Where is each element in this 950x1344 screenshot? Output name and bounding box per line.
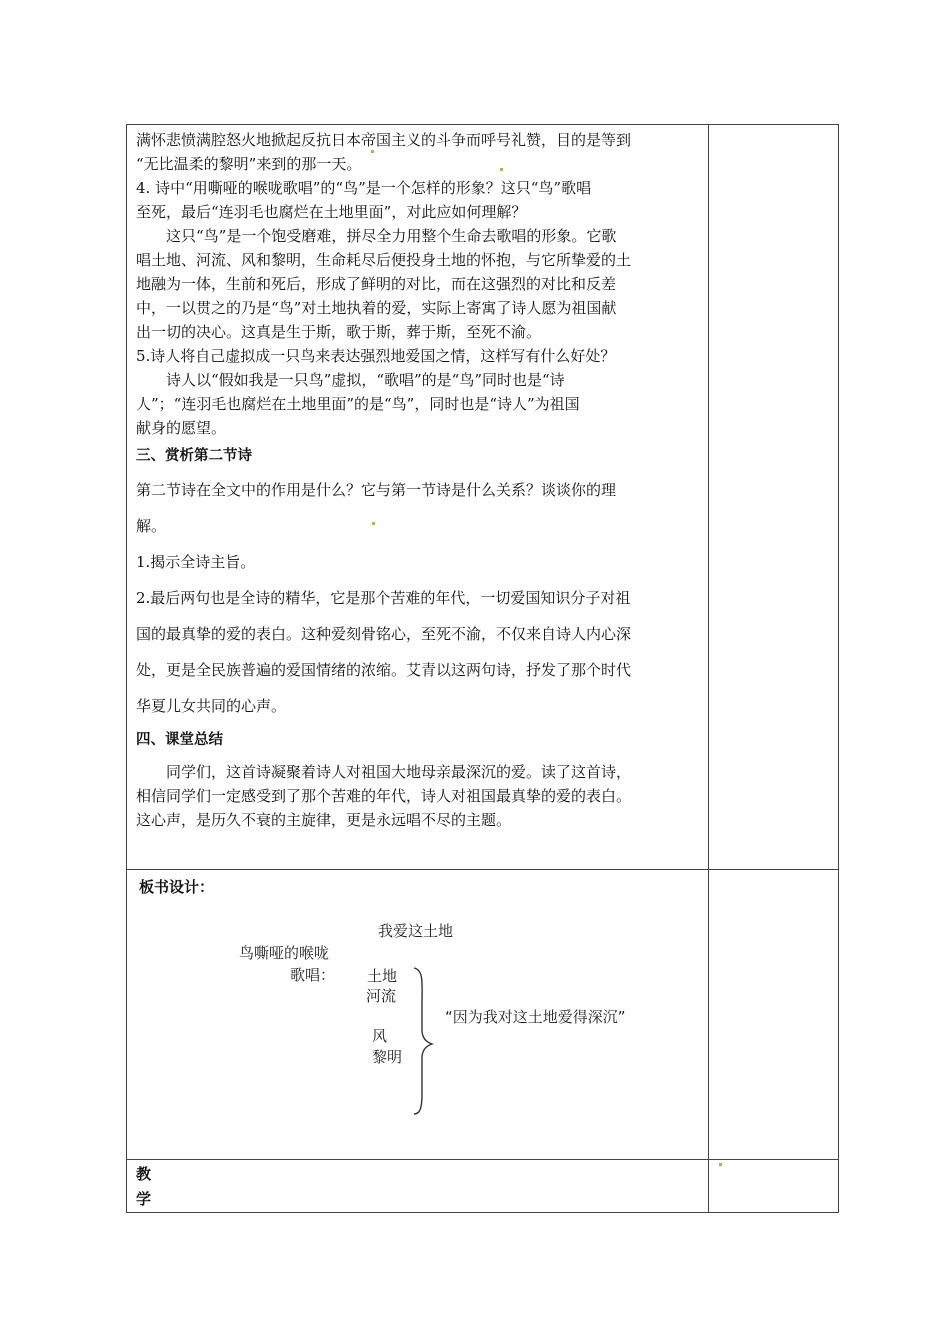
- teaching-label-line: 学: [136, 1190, 152, 1208]
- summary-line: 相信同学们一定感受到了那个苦难的年代，诗人对祖国最真挚的爱的表白。: [136, 787, 632, 805]
- summary-line: 这心声，是历久不衰的主旋律，更是永远唱不尽的主题。: [136, 811, 512, 829]
- stray-mark: [372, 522, 375, 525]
- answer-4-line: 出一切的决心。这真是生于斯，歌于斯，葬于斯，至死不渝。: [136, 323, 542, 341]
- item-river: 河流: [366, 987, 397, 1005]
- question-4: 4. 诗中“用嘶哑的喉咙歌唱”的“鸟”是一个怎样的形象？这只“鸟”歌唱: [136, 179, 592, 197]
- section-3-point-2-line: 处，更是全民族普遍的爱国情绪的浓缩。艾青以这两句诗，抒发了那个时代: [136, 661, 632, 679]
- item-dawn: 黎明: [372, 1048, 403, 1066]
- board-design: [127, 870, 709, 1160]
- bird-phrase: 鸟嘶哑的喉咙: [239, 944, 330, 962]
- stray-mark: [500, 168, 503, 171]
- answer-5-line: 人”；“连羽毛也腐烂在土地里面”的是“鸟”，同时也是“诗人”为祖国: [136, 395, 580, 413]
- board-design-cell: [127, 870, 709, 1160]
- teaching-label: [127, 1160, 708, 1212]
- sing-label: 歌唱：: [290, 966, 336, 984]
- section-3-heading: 三、赏析第二节诗: [136, 448, 252, 464]
- teaching-reflection-cell: [127, 1160, 709, 1213]
- answer-4-line: 唱土地、河流、风和黎明，生命耗尽后便投身土地的怀抱，与它所挚爱的土: [136, 251, 632, 269]
- lesson-content-cell: [127, 125, 709, 870]
- answer-4: 这只“鸟”是一个饱受磨难，拼尽全力用整个生命去歌唱的形象。它歌: [166, 227, 617, 245]
- answer-4-line: 中，一以贯之的乃是“鸟”对土地执着的爱，实际上寄寓了诗人愿为祖国献: [136, 299, 617, 317]
- stray-mark: [371, 150, 374, 153]
- section-3-question-cont: 解。: [136, 517, 167, 535]
- board-notes-column: [709, 870, 839, 1160]
- poem-title: 我爱这土地: [378, 922, 454, 940]
- answer-5-line: 献身的愿望。: [136, 419, 227, 437]
- teaching-label-line: 教: [136, 1165, 152, 1183]
- notes-column: [709, 125, 839, 870]
- quote-line: “因为我对这土地爱得深沉”: [445, 1008, 626, 1026]
- curly-brace-icon: [410, 966, 436, 1116]
- section-3-point-2-line: 国的最真挚的爱的表白。这种爱刻骨铭心，至死不渝，不仅来自诗人内心深: [136, 625, 632, 643]
- lesson-plan-table: [126, 124, 839, 1213]
- summary-line: 同学们，这首诗凝聚着诗人对祖国大地母亲最深沉的爱。读了这首诗，: [166, 763, 632, 781]
- question-4-cont: 至死，最后“连羽毛也腐烂在土地里面”，对此应如何理解？: [136, 203, 527, 221]
- stray-mark: [719, 1163, 722, 1166]
- item-wind: 风: [372, 1027, 388, 1045]
- section-3-question: 第二节诗在全文中的作用是什么？它与第一节诗是什么关系？谈谈你的理: [136, 481, 617, 499]
- teaching-notes-column: [709, 1160, 839, 1213]
- section-4-heading: 四、课堂总结: [136, 732, 223, 748]
- section-3-point-2: 2.最后两句也是全诗的精华，它是那个苦难的年代，一切爱国知识分子对祖: [136, 589, 631, 607]
- paragraph: 满怀悲愤满腔怒火地掀起反抗日本帝国主义的斗争而呼号礼赞，目的是等到: [136, 131, 632, 149]
- item-land: 土地: [367, 967, 398, 985]
- board-title: 板书设计：: [139, 878, 215, 896]
- answer-5: 诗人以“假如我是一只鸟”虚拟，“歌唱”的是“鸟”同时也是“诗: [166, 371, 565, 389]
- question-5: 5.诗人将自己虚拟成一只鸟来表达强烈地爱国之情，这样写有什么好处？: [136, 347, 616, 365]
- answer-4-line: 地融为一体，生前和死后，形成了鲜明的对比，而在这强烈的对比和反差: [136, 275, 617, 293]
- section-3-point-1: 1.揭示全诗主旨。: [136, 553, 256, 571]
- paragraph: “无比温柔的黎明”来到的那一天。: [136, 155, 362, 173]
- section-3-point-2-line: 华夏儿女共同的心声。: [136, 697, 287, 715]
